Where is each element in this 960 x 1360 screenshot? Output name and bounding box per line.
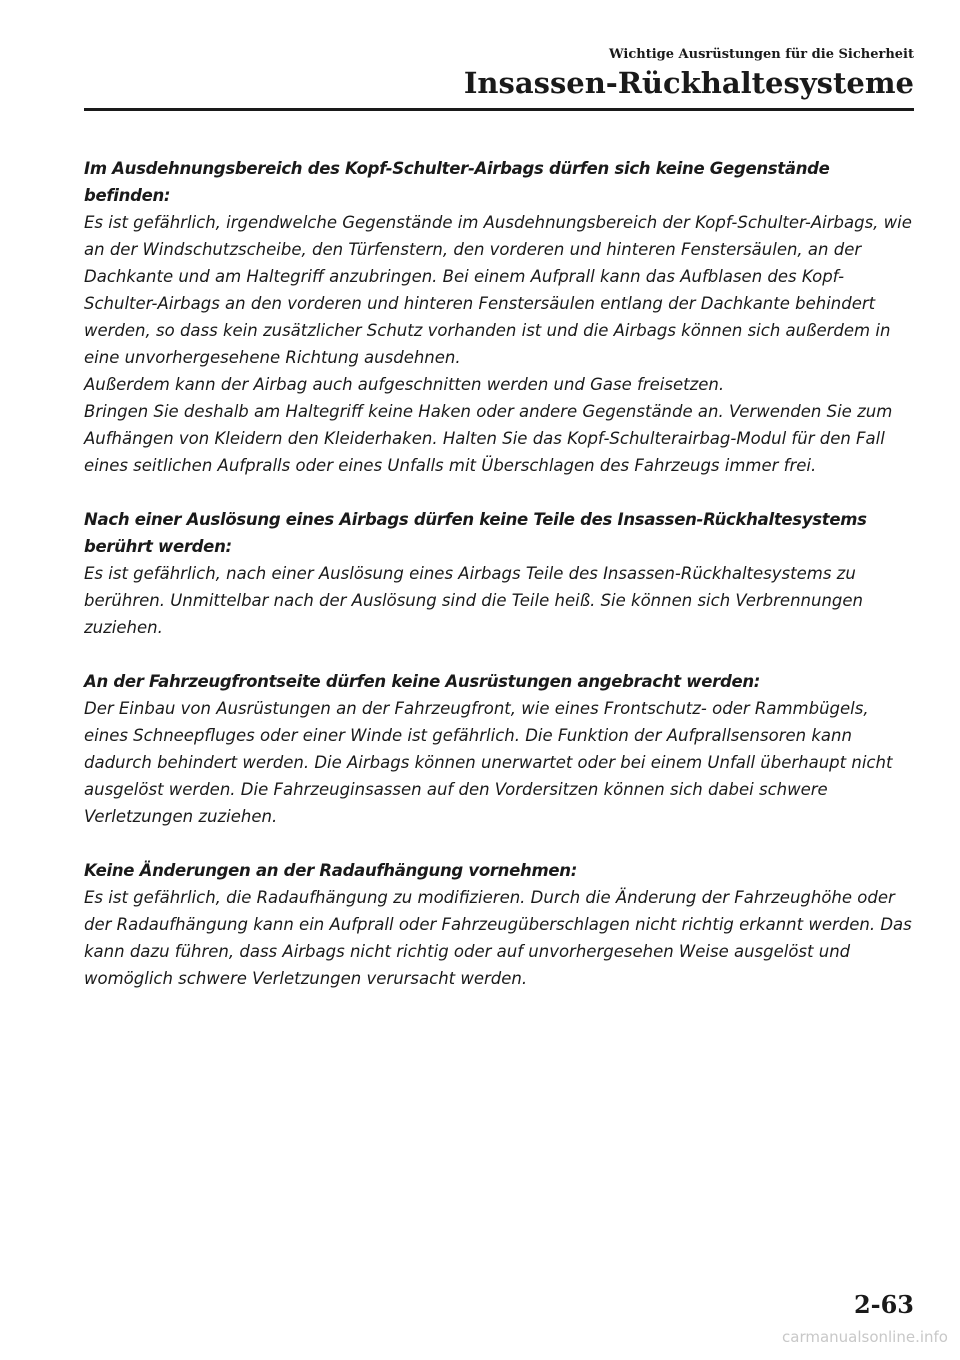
- page-number: 2-63: [853, 1290, 914, 1319]
- page-content: [84, 155, 914, 1019]
- watermark: carmanualsonline.info: [782, 1328, 948, 1346]
- warning-paragraph: Außerdem kann der Airbag auch aufgeschnitten werden und Gase freisetzen.: [84, 375, 725, 394]
- warning-paragraph: Der Einbau von Ausrüstungen an der Fahrzeugfront, wie eines Frontschutz- oder Rammbügels, eines Schneepfluges oder einer Winde ist gefährlich. Die Funktion der Aufprallsensoren kann dadurch behindert werden. Die Airbags können unerwartet oder bei einem Unfall überhaupt nicht ausgelöst werden. Die Fahrzeuginsassen auf den Vordersitzen können sich dabei schwere Verletzungen zuziehen.: [84, 699, 893, 826]
- warning-block-front-equipment: [84, 668, 914, 830]
- warning-heading: Keine Änderungen an der Radaufhängung vornehmen:: [84, 861, 577, 880]
- page-header: [84, 46, 914, 101]
- warning-heading: Nach einer Auslösung eines Airbags dürfen keine Teile des Insassen-Rückhaltesystems berührt werden:: [84, 510, 867, 556]
- warning-block-suspension: [84, 857, 914, 992]
- warning-paragraph: Es ist gefährlich, irgendwelche Gegenstände im Ausdehnungsbereich der Kopf-Schulter-Airbags, wie an der Windschutzscheibe, den Türfenstern, den vorderen und hinteren Fenstersäulen, an der Dachkante und am Haltegriff anzubringen. Bei einem Aufprall kann das Aufblasen des Kopf-Schulter-Airbags an den vorderen und hinteren Fenstersäulen entlang der Dachkante behindert werden, so dass kein zusätzlicher Schutz vorhanden ist und die Airbags können sich außerdem in eine unvorhergesehene Richtung ausdehnen.: [84, 213, 912, 367]
- warning-heading: An der Fahrzeugfrontseite dürfen keine Ausrüstungen angebracht werden:: [84, 672, 761, 691]
- section-title: Wichtige Ausrüstungen für die Sicherheit: [609, 47, 914, 62]
- warning-paragraph: Es ist gefährlich, nach einer Auslösung eines Airbags Teile des Insassen-Rückhaltesystems zu berühren. Unmittelbar nach der Auslösung sind die Teile heiß. Sie können sich Verbrennungen zuziehen.: [84, 564, 863, 637]
- warning-paragraph: Es ist gefährlich, die Radaufhängung zu modifizieren. Durch die Änderung der Fahrzeughöhe oder der Radaufhängung kann ein Aufprall oder Fahrzeugüberschlagen nicht richtig erkannt werden. Das kann dazu führen, dass Airbags nicht richtig oder auf unvorhergesehen Weise ausgelöst und womöglich schwere Verletzungen verursacht werden.: [84, 888, 912, 988]
- warning-block-after-deployment: [84, 506, 914, 641]
- warning-heading: Im Ausdehnungsbereich des Kopf-Schulter-Airbags dürfen sich keine Gegenstände befinden:: [84, 159, 830, 205]
- warning-paragraph: Bringen Sie deshalb am Haltegriff keine Haken oder andere Gegenstände an. Verwenden Sie zum Aufhängen von Kleidern den Kleiderhaken. Halten Sie das Kopf-Schulterairbag-Modul für den Fall eines seitlichen Aufpralls oder eines Unfalls mit Überschlagen des Fahrzeugs immer frei.: [84, 402, 893, 475]
- chapter-title: Insassen-Rückhaltesysteme: [463, 66, 914, 100]
- warning-block-head-shoulder-airbag: [84, 155, 914, 479]
- header-rule: [84, 108, 914, 111]
